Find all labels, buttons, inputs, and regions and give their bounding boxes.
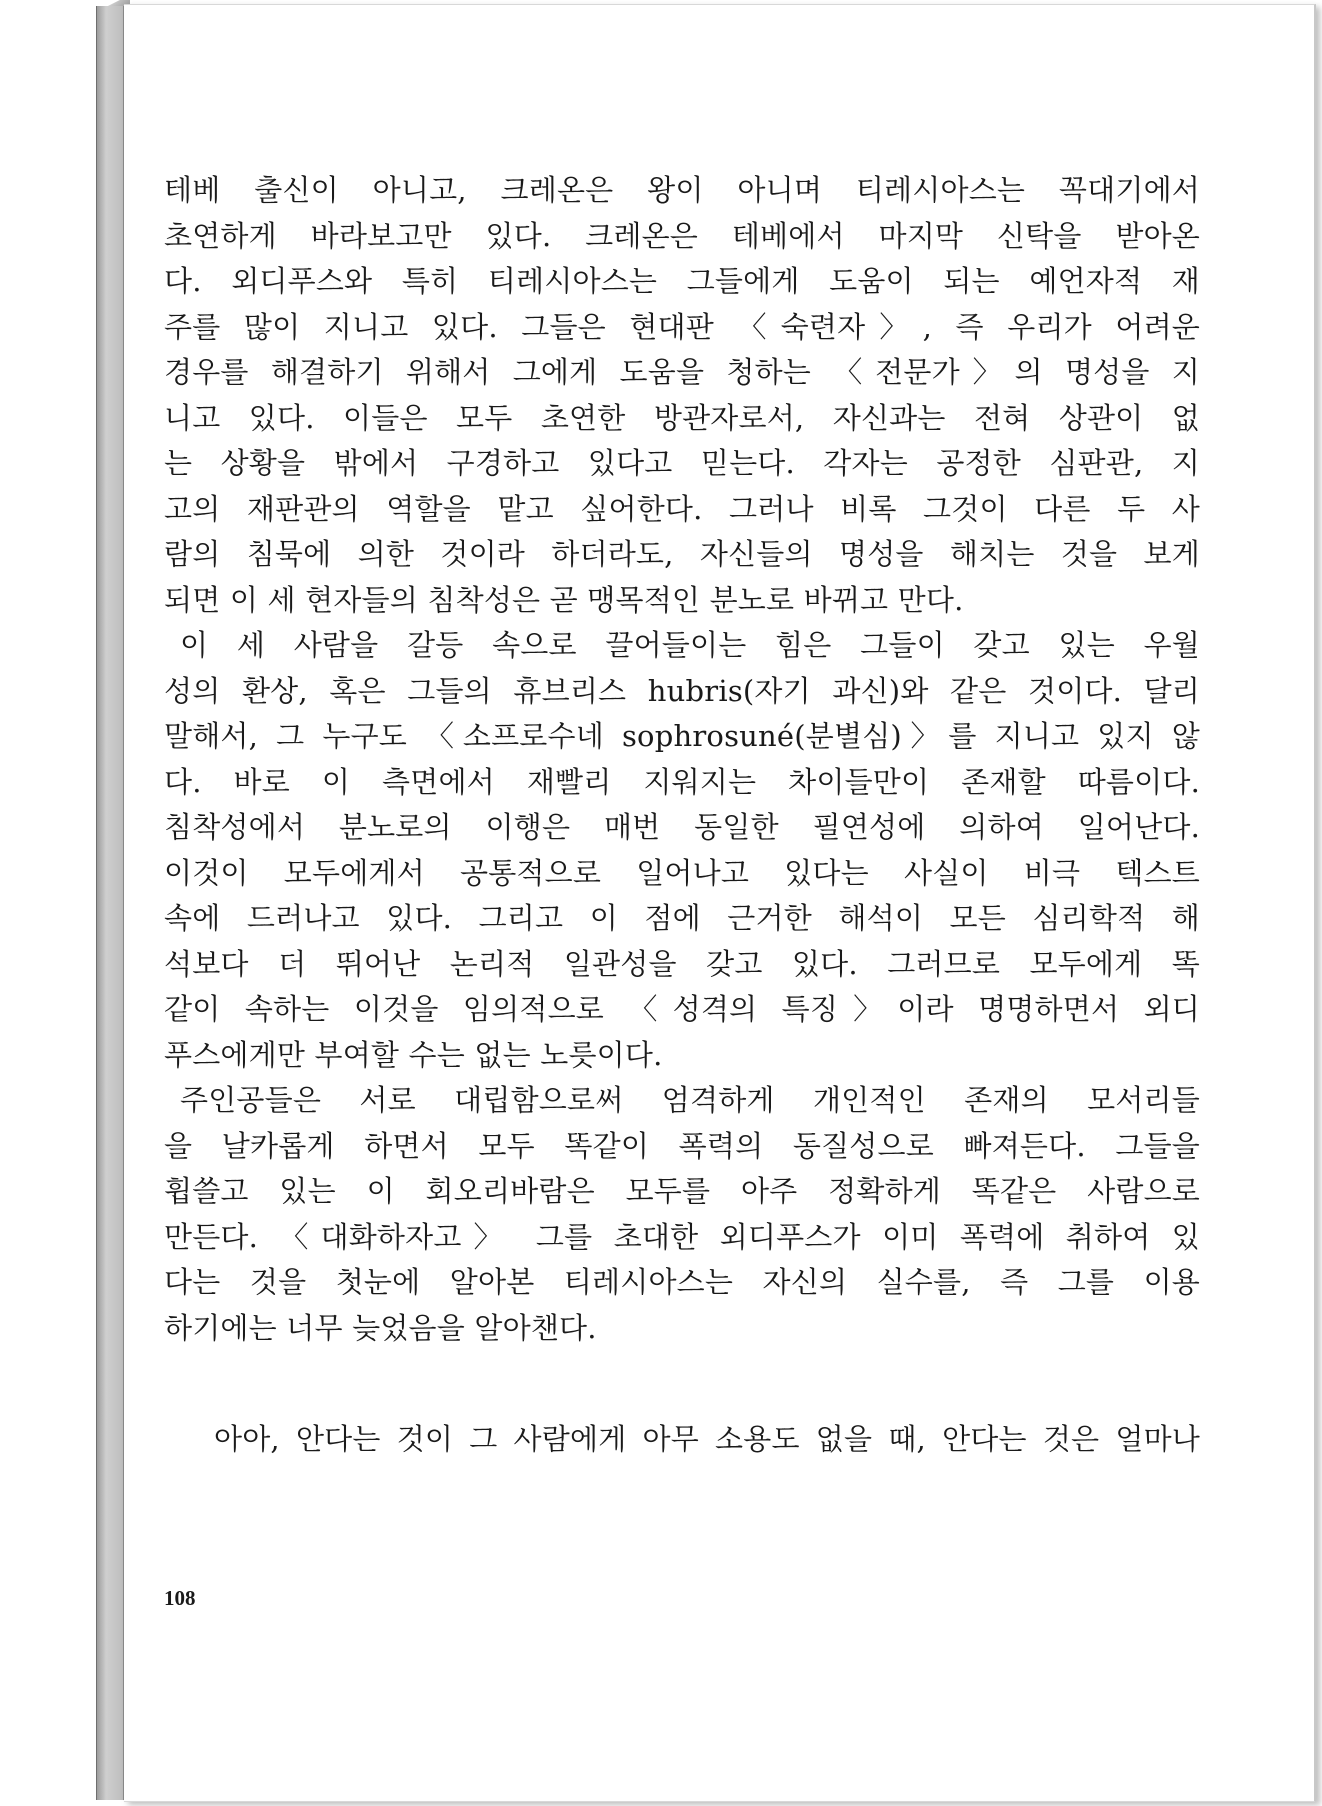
text-line: 고의 재판관의 역할을 맡고 싶어한다. 그러나 비록 그것이 다른 두 사 <box>164 491 1200 526</box>
section-gap <box>164 1351 1200 1417</box>
quote-line: 아아, 안다는 것이 그 사람에게 아무 소용도 없을 때, 안다는 것은 얼마나 <box>214 1422 1200 1456</box>
paragraph-1 <box>164 168 1200 623</box>
text-line: 같이 속하는 이것을 임의적으로 〈성격의 특징〉이라 명명하면서 외디 <box>164 992 1200 1026</box>
text-line: 다. 외디푸스와 특히 티레시아스는 그들에게 도움이 되는 예언자적 재 <box>164 264 1200 298</box>
text-line: 주인공들은 서로 대립함으로써 엄격하게 개인적인 존재의 모서리들 <box>180 1083 1200 1117</box>
text-line: 주를 많이 지니고 있다. 그들은 현대판 〈숙련자〉, 즉 우리가 어려운 <box>164 309 1200 344</box>
text-line: 다는 것을 첫눈에 알아본 티레시아스는 자신의 실수를, 즉 그를 이용 <box>164 1265 1200 1299</box>
text-line: 푸스에게만 부여할 수는 없는 노릇이다. <box>164 1037 663 1072</box>
page-number: 108 <box>164 1586 196 1610</box>
text-line: 을 날카롭게 하면서 모두 똑같이 폭력의 동질성으로 빠져든다. 그들을 <box>164 1128 1200 1163</box>
text-line: 휩쓸고 있는 이 회오리바람은 모두를 아주 정확하게 똑같은 사람으로 <box>164 1174 1200 1208</box>
text-line: 테베 출신이 아니고, 크레온은 왕이 아니며 티레시아스는 꼭대기에서 <box>164 173 1200 207</box>
paragraph-2 <box>164 623 1200 1078</box>
text-line: 석보다 더 뛰어난 논리적 일관성을 갖고 있다. 그러므로 모두에게 똑 <box>164 946 1200 981</box>
text-line: 만든다. 〈대화하자고〉 그를 초대한 외디푸스가 이미 폭력에 취하여 있 <box>164 1219 1200 1254</box>
book-edge <box>96 6 124 1800</box>
body-text <box>164 168 1200 1463</box>
text-line: 니고 있다. 이들은 모두 초연한 방관자로서, 자신과는 전혀 상관이 없 <box>164 400 1200 435</box>
text-line: 초연하게 바라보고만 있다. 크레온은 테베에서 마지막 신탁을 받아온 <box>164 218 1200 253</box>
text-line: 다. 바로 이 측면에서 재빨리 지워지는 차이들만이 존재할 따름이다. <box>164 764 1200 799</box>
text-line: 는 상황을 밖에서 구경하고 있다고 믿는다. 각자는 공정한 심판관, 지 <box>164 446 1200 480</box>
paragraph-3 <box>164 1078 1200 1351</box>
text-line: 말해서, 그 누구도 〈소프로수네 sophrosuné(분별심)〉를 지니고 있지 않 <box>164 719 1200 753</box>
text-line: 속에 드러나고 있다. 그리고 이 점에 근거한 해석이 모든 심리학적 해 <box>164 901 1200 935</box>
text-line: 이 세 사람을 갈등 속으로 끌어들이는 힘은 그들이 갖고 있는 우월 <box>180 628 1200 662</box>
text-line: 하기에는 너무 늦었음을 알아챈다. <box>164 1310 597 1345</box>
quote-paragraph <box>164 1417 1200 1463</box>
text-line: 경우를 해결하기 위해서 그에게 도움을 청하는 〈전문가〉의 명성을 지 <box>164 355 1200 389</box>
text-line: 성의 환상, 혹은 그들의 휴브리스 hubris(자기 과신)와 같은 것이다. 달리 <box>164 673 1200 708</box>
text-line: 되면 이 세 현자들의 침착성은 곧 맹목적인 분노로 바뀌고 만다. <box>164 582 964 617</box>
text-line: 람의 침묵에 의한 것이라 하더라도, 자신들의 명성을 해치는 것을 보게 <box>164 537 1200 571</box>
text-line: 이것이 모두에게서 공통적으로 일어나고 있다는 사실이 비극 텍스트 <box>164 855 1200 890</box>
text-line: 침착성에서 분노로의 이행은 매번 동일한 필연성에 의하여 일어난다. <box>164 810 1200 844</box>
